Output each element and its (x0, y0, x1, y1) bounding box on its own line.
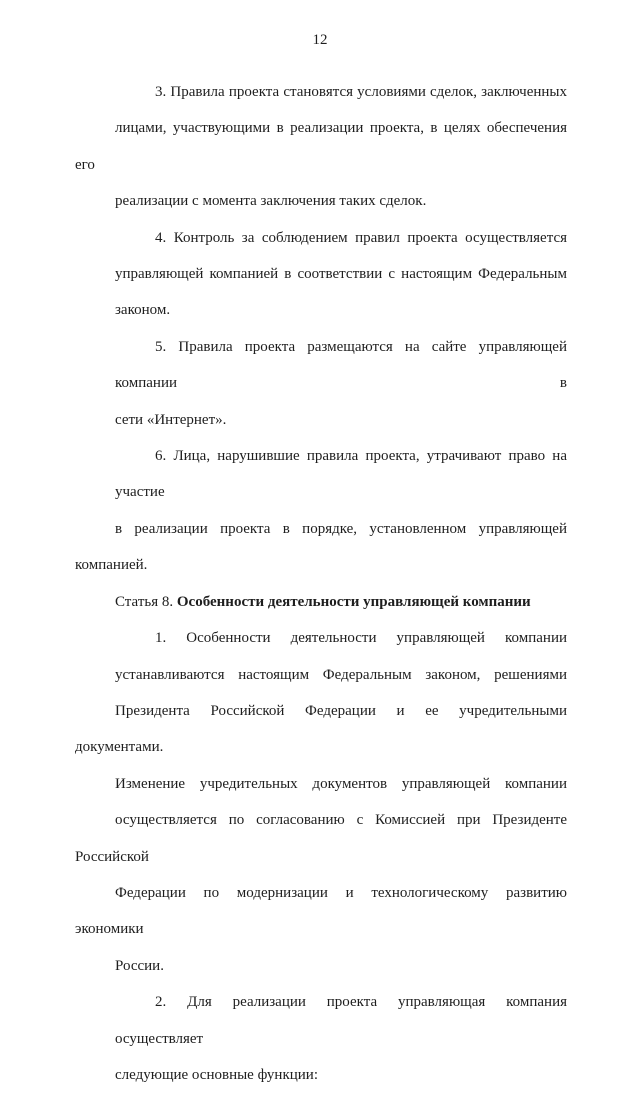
text-line: 4. Контроль за соблюдением правил проекта осуществляется (155, 229, 567, 246)
text-line: реализации с момента заключения таких сделок. (115, 193, 427, 210)
article-prefix: Статья 8. (115, 593, 174, 610)
text-line: России. (115, 957, 164, 974)
paragraph-4 (75, 220, 567, 329)
text-line: сети «Интернет». (115, 411, 227, 428)
text-line: лицами, участвующими в реализации проекта, в целях обеспечения его (75, 120, 567, 173)
text-line: в реализации проекта в порядке, установленном управляющей компанией. (75, 520, 567, 574)
paragraph-6 (75, 438, 567, 584)
text-line: управляющей компанией в соответствии с настоящим Федеральным (115, 266, 567, 283)
text-line: 2. Для реализации проекта управляющая компания осуществляет (115, 994, 567, 1047)
article-title: Особенности деятельности управляющей компании (176, 593, 531, 610)
text-line: Президента Российской Федерации и ее учредительными документами. (75, 702, 567, 756)
text-line: 5. Правила проекта размещаются на сайте управляющей компании в (115, 338, 567, 392)
text-line: 1. Особенности деятельности управляющей компании (155, 630, 567, 647)
text-line: осуществляется по согласованию с Комиссией при Президенте Российской (75, 812, 567, 865)
paragraph-5 (75, 329, 567, 438)
article-heading (75, 584, 567, 620)
text-line: 6. Лица, нарушившие правила проекта, утрачивают право на участие (115, 448, 567, 501)
text-line: законом. (115, 302, 171, 319)
page-number: 12 (312, 32, 328, 48)
article-paragraph-1 (75, 620, 567, 984)
text-line: следующие основные функции: (115, 1066, 318, 1083)
document-body (75, 74, 567, 1093)
paragraph-3 (75, 74, 567, 220)
article-paragraph-2 (75, 984, 567, 1093)
text-line: Федерации по модернизации и технологическому развитию экономики (75, 884, 567, 938)
text-line: устанавливаются настоящим Федеральным законом, решениями (115, 666, 567, 683)
text-line: 3. Правила проекта становятся условиями сделок, заключенных (155, 84, 567, 100)
text-line: Изменение учредительных документов управляющей компании (115, 775, 567, 792)
